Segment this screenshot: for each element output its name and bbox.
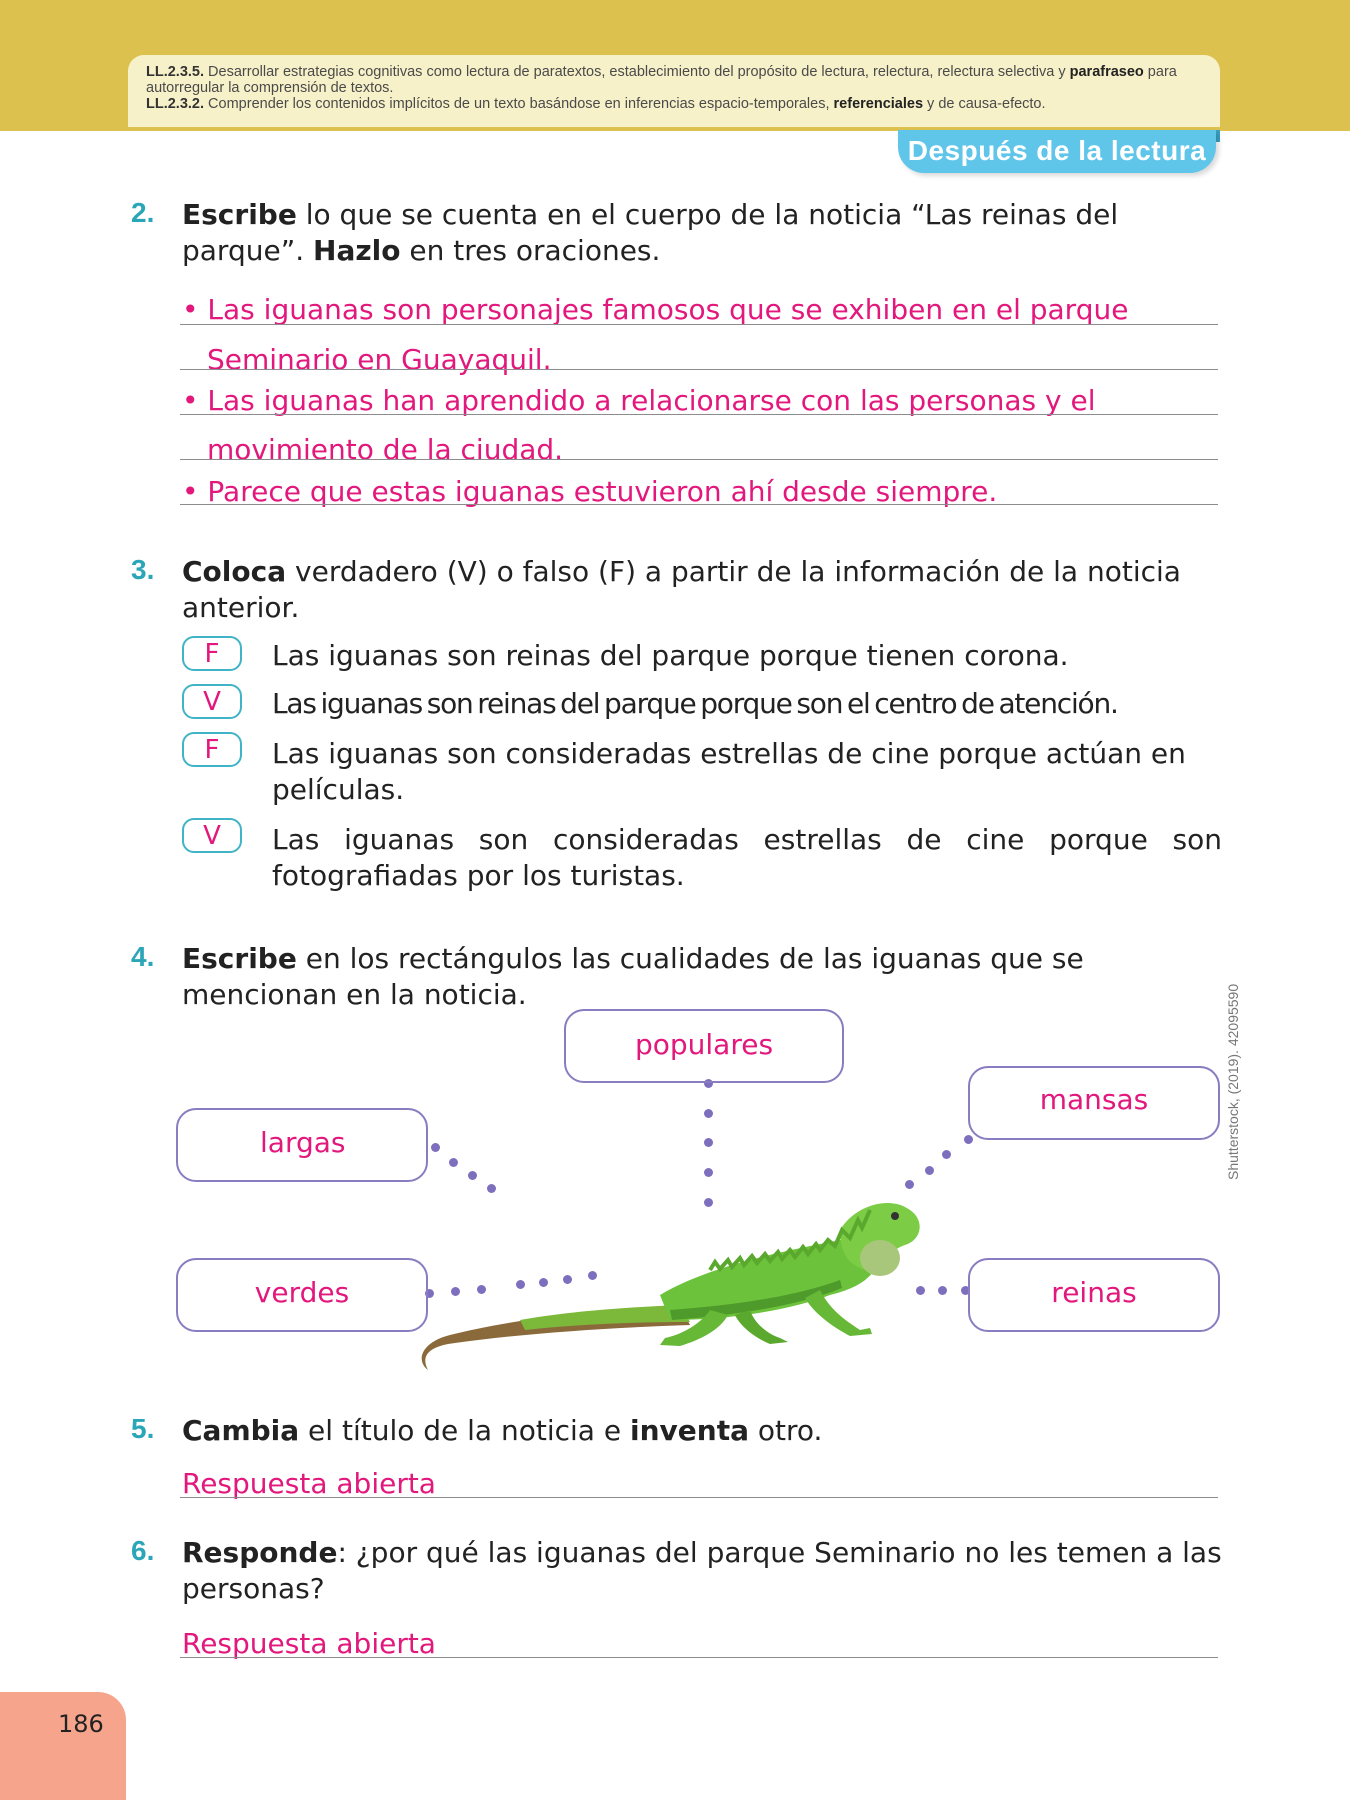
q5-prompt: Cambia el título de la noticia e inventa otro. xyxy=(182,1414,823,1447)
skill-2: LL.2.3.2. Comprender los contenidos implícitos de un texto basándose en inferencias espacio-temporales, referenciales y de causa-efecto. xyxy=(146,96,1046,112)
answer-box[interactable]: F xyxy=(182,732,242,767)
statement: Las iguanas son consideradas estrellas de cine porque actúan en películas. xyxy=(272,737,1186,806)
iguana-illustration xyxy=(410,1170,940,1380)
q2-answer-line: Seminario en Guayaquil. xyxy=(207,343,552,376)
quality-box-verdes[interactable]: verdes xyxy=(176,1258,428,1332)
connector-dot xyxy=(704,1109,713,1118)
section-tab: Después de la lectura xyxy=(898,130,1216,173)
q6-prompt: Responde: ¿por qué las iguanas del parque Seminario no les temen a las personas? xyxy=(182,1536,1222,1605)
q2-answer-line: • Parece que estas iguanas estuvieron ahí desde siempre. xyxy=(182,475,998,508)
answer-rule xyxy=(180,504,1218,505)
q4-number: 4. xyxy=(131,941,155,972)
connector-dot xyxy=(938,1286,947,1295)
q2-answer-line: • Las iguanas son personajes famosos que se exhiben en el parque xyxy=(182,293,1129,326)
q2-prompt: Escribe lo que se cuenta en el cuerpo de la noticia “Las reinas del parque”. Hazlo en tres oraciones. xyxy=(182,198,1119,267)
statement: Las iguanas son consideradas estrellas de cine porque son fotografiadas por los turistas. xyxy=(272,823,1222,892)
answer-rule xyxy=(180,1497,1218,1498)
connector-dot xyxy=(916,1286,925,1295)
statement: Las iguanas son reinas del parque porque son el centro de atención. xyxy=(272,687,1118,720)
connector-dot xyxy=(468,1171,477,1180)
connector-dot xyxy=(588,1271,597,1280)
q5-answer: Respuesta abierta xyxy=(182,1467,436,1500)
connector-dot xyxy=(925,1166,934,1175)
quality-box-mansas[interactable]: mansas xyxy=(968,1066,1220,1140)
connector-dot xyxy=(451,1287,460,1296)
q4-prompt: Escribe en los rectángulos las cualidades de las iguanas que se mencionan en la noticia. xyxy=(182,942,1084,1011)
q5-number: 5. xyxy=(131,1413,155,1444)
answer-rule xyxy=(180,459,1218,460)
page-number: 186 xyxy=(58,1710,104,1738)
statement: Las iguanas son reinas del parque porque tienen corona. xyxy=(272,639,1069,672)
q2-answer-line: movimiento de la ciudad. xyxy=(207,433,564,466)
connector-dot xyxy=(964,1135,973,1144)
answer-rule xyxy=(180,1657,1218,1658)
answer-rule xyxy=(180,369,1218,370)
q6-number: 6. xyxy=(131,1535,155,1566)
connector-dot xyxy=(487,1184,496,1193)
connector-dot xyxy=(704,1138,713,1147)
quality-box-populares[interactable]: populares xyxy=(564,1009,844,1083)
q6-answer: Respuesta abierta xyxy=(182,1627,436,1660)
connector-dot xyxy=(704,1198,713,1207)
answer-rule xyxy=(180,414,1218,415)
quality-box-reinas[interactable]: reinas xyxy=(968,1258,1220,1332)
connector-dot xyxy=(563,1275,572,1284)
connector-dot xyxy=(431,1143,440,1152)
connector-dot xyxy=(905,1180,914,1189)
quality-box-largas[interactable]: largas xyxy=(176,1108,428,1182)
answer-box[interactable]: V xyxy=(182,818,242,853)
answer-box[interactable]: V xyxy=(182,684,242,719)
connector-dot xyxy=(516,1280,525,1289)
photo-credit: Shutterstock, (2019). 42095590 xyxy=(1225,983,1241,1180)
skills-box xyxy=(128,55,1220,127)
connector-dot xyxy=(449,1158,458,1167)
q2-number: 2. xyxy=(131,197,155,228)
connector-dot xyxy=(539,1278,548,1287)
skill-1: LL.2.3.5. Desarrollar estrategias cognitivas como lectura de paratextos, establecimiento del propósito de lectura, relectura, relectura selectiva y parafraseo para autorregular la comprensión de textos. xyxy=(146,64,1177,96)
q3-prompt: Coloca verdadero (V) o falso (F) a partir de la información de la noticia anterior. xyxy=(182,555,1181,624)
connector-dot xyxy=(704,1168,713,1177)
answer-rule xyxy=(180,324,1218,325)
q3-number: 3. xyxy=(131,554,155,585)
connector-dot xyxy=(942,1150,951,1159)
connector-dot xyxy=(477,1285,486,1294)
q2-answer-line: • Las iguanas han aprendido a relacionarse con las personas y el xyxy=(182,384,1096,417)
page-corner xyxy=(0,1692,126,1800)
answer-box[interactable]: F xyxy=(182,636,242,671)
